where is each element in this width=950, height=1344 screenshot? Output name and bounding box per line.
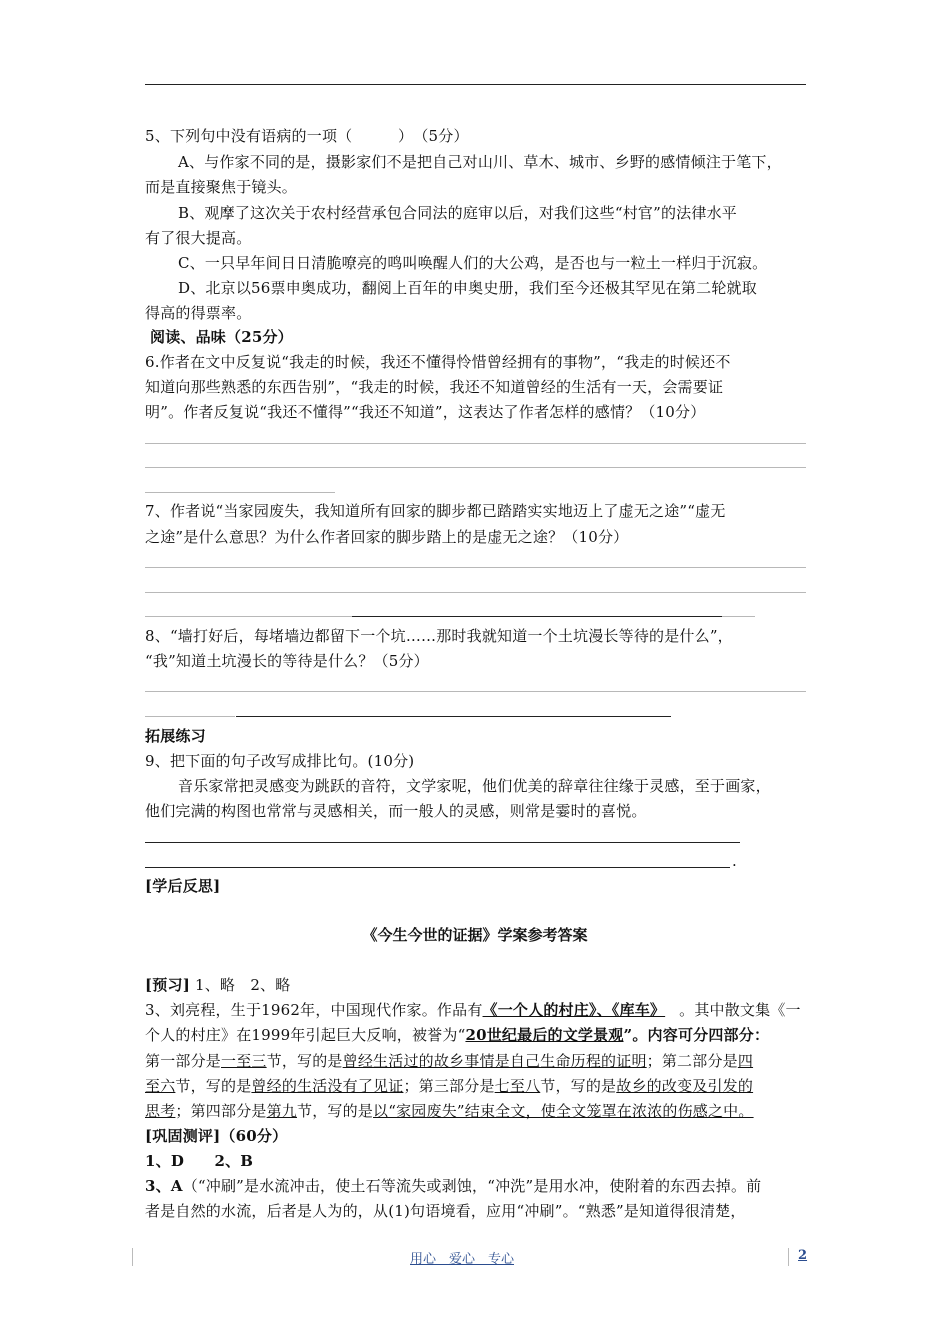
answer-preview-label: [预习]	[145, 976, 190, 994]
q9-answer-line-2[interactable]	[145, 867, 730, 868]
q7-answer-line-3-dark	[352, 616, 722, 617]
q5-option-a-line2: 而是直接聚焦于镜头。	[145, 178, 298, 196]
answer3-l4-c: 曾经的生活没有了见证	[251, 1077, 404, 1095]
q7-line2: 之途”是什么意思？为什么作者回家的脚步踏上的是虚无之途？（10分）	[145, 528, 629, 546]
answer-consolidate-3-text: （“冲刷”是水流冲击，使土石等流失或剥蚀，“冲洗”是用水冲，使附着的东西去掉。前	[182, 1177, 762, 1195]
section-extension-heading: 拓展练习	[145, 727, 206, 745]
q8-answer-line-1[interactable]	[145, 691, 806, 692]
q5-stem: 5、下列句中没有语病的一项（ ） （5分）	[145, 127, 469, 145]
answer-consolidate-1-2: 1、D 2、B	[145, 1152, 254, 1170]
answer3-l5-c: 第九	[266, 1102, 298, 1120]
answer3-l4-g: 故乡的改变及引发的	[616, 1077, 754, 1095]
answer-consolidate-3-line2: 者是自然的水流，后者是人为的，从(1)句语境看，应用“冲刷”。“熟悉”是知道得很清楚，	[145, 1202, 746, 1220]
q5-option-b-line1: B、观摩了这次关于农村经营承包合同法的庭审以后，对我们这些“村官”的法律水平	[178, 204, 737, 222]
q5-option-a-line1: A、与作家不同的是，摄影家们不是把自己对山川、草木、城市、乡野的感情倾注于笔下，	[178, 153, 782, 171]
q6-line1: 6.作者在文中反复说“我走的时候，我还不懂得怜惜曾经拥有的事物”，“我走的时候还不	[145, 353, 731, 371]
q8-answer-line-2a[interactable]	[145, 716, 235, 717]
q8-line1: 8、“墙打好后，每堵墙边都留下一个坑……那时我就知道一个土坑漫长等待的是什么”，	[145, 627, 733, 645]
q5-option-d-line1: D、北京以56票申奥成功，翻阅上百年的申奥史册，我们至今还极其罕见在第二轮就取	[178, 279, 757, 297]
answer-preview-text: 1、略 2、略	[194, 976, 291, 994]
answer3-line2	[145, 1025, 769, 1045]
answer-consolidate-heading: [巩固测评]（60分）	[145, 1127, 288, 1145]
header-rule	[145, 84, 806, 85]
q5-option-c: C、一只早年间日日清脆嘹亮的鸣叫唤醒人们的大公鸡，是否也与一粒土一样归于沉寂。	[178, 254, 768, 272]
section-reflection-heading: [学后反思]	[145, 877, 221, 895]
answer3-l5-d: 节，写的是	[297, 1102, 374, 1120]
q6-line3: 明”。作者反复说“我还不懂得”“我还不知道”，这表达了作者怎样的感情？（10分）	[145, 403, 706, 421]
answer3-l3-a: 第一部分是	[145, 1052, 222, 1070]
answer3-l3-c: 节，写的是	[266, 1052, 343, 1070]
answer3-l3-d: 曾经生活过的故乡事情是自己生命历程的证明	[342, 1052, 647, 1070]
answer-preview-row	[145, 975, 290, 995]
q7-answer-line-2[interactable]	[145, 592, 806, 593]
answer3-line2-text: 个人的村庄》在1999年引起巨大反响，被誉为“	[145, 1026, 466, 1044]
answer3-praise: 20世纪最后的文学景观	[465, 1026, 624, 1044]
q5-option-b-line2: 有了很大提高。	[145, 229, 252, 247]
answer3-line2-tail: ”。内容可分四部分：	[623, 1026, 770, 1044]
q6-answer-line-1[interactable]	[145, 443, 806, 444]
answer3-works: 《一个人的村庄》、《库车》	[482, 1001, 666, 1019]
q6-line2: 知道向那些熟悉的东西告别”，“我走的时候，我还不知道曾经的生活有一天，会需要证	[145, 378, 724, 396]
answer3-line1-tail: 。其中散文集《一	[679, 1001, 801, 1019]
answer3-l5-b: ；第四部分是	[175, 1102, 267, 1120]
answer-consolidate-3-label: 3、A	[145, 1177, 183, 1195]
q6-answer-line-3[interactable]	[145, 492, 335, 493]
q9-text-line1: 音乐家常把灵感变为跳跃的音符，文学家呢，他们优美的辞章往往缘于灵感，至于画家，	[178, 777, 771, 795]
q7-answer-line-1[interactable]	[145, 567, 806, 568]
answer3-l4-b: 节，写的是	[175, 1077, 252, 1095]
answer-consolidate-3-line1	[145, 1176, 761, 1196]
footer-right-separator	[788, 1248, 789, 1266]
answer3-line3	[145, 1051, 753, 1071]
answer3-l3-e: ；第二部分是	[646, 1052, 738, 1070]
q8-line2: “我”知道土坑漫长的等待是什么？（5分）	[145, 652, 429, 670]
q6-answer-line-2[interactable]	[145, 467, 806, 468]
section-reading-heading: 阅读、品味（25分）	[150, 328, 293, 346]
q9-answer-end-period: .	[732, 852, 737, 870]
answer3-l5-a: 思考	[145, 1102, 176, 1120]
answer3-l4-f: 节，写的是	[540, 1077, 617, 1095]
answer3-line4	[145, 1076, 753, 1096]
answer3-line1-text: 3、刘亮程，生于1962年，中国现代作家。作品有	[145, 1001, 483, 1019]
answer3-l4-e: 七至八	[494, 1077, 541, 1095]
footer-motto: 用心 爱心 专心	[410, 1252, 515, 1267]
footer-left-separator	[132, 1248, 133, 1266]
answer3-l3-b: 一至三	[221, 1052, 267, 1070]
q5-option-d-line2: 得高的得票率。	[145, 304, 252, 322]
answer-key-title: 《今生今世的证据》学案参考答案	[362, 926, 588, 944]
q9-stem: 9、把下面的句子改写成排比句。(10分)	[145, 752, 415, 770]
q7-line1: 7、作者说“当家园废失，我知道所有回家的脚步都已踏踏实实地迈上了虚无之途”“虚无	[145, 502, 726, 520]
answer3-l5-e: 以“家园废失”结束全文，使全文笼罩在浓浓的伤感之中。	[373, 1102, 754, 1120]
page-number: 2	[798, 1248, 808, 1263]
answer3-line1	[145, 1000, 801, 1020]
answer3-l3-f: 四	[737, 1052, 754, 1070]
answer3-l4-d: ；第三部分是	[403, 1077, 495, 1095]
answer3-line5	[145, 1101, 754, 1121]
q9-text-line2: 他们完满的构图也常常与灵感相关，而一般人的灵感，则常是霎时的喜悦。	[145, 802, 647, 820]
answer3-l4-a: 至六	[145, 1077, 176, 1095]
q8-answer-line-2b[interactable]	[236, 716, 671, 717]
q9-answer-line-1[interactable]	[145, 842, 740, 843]
